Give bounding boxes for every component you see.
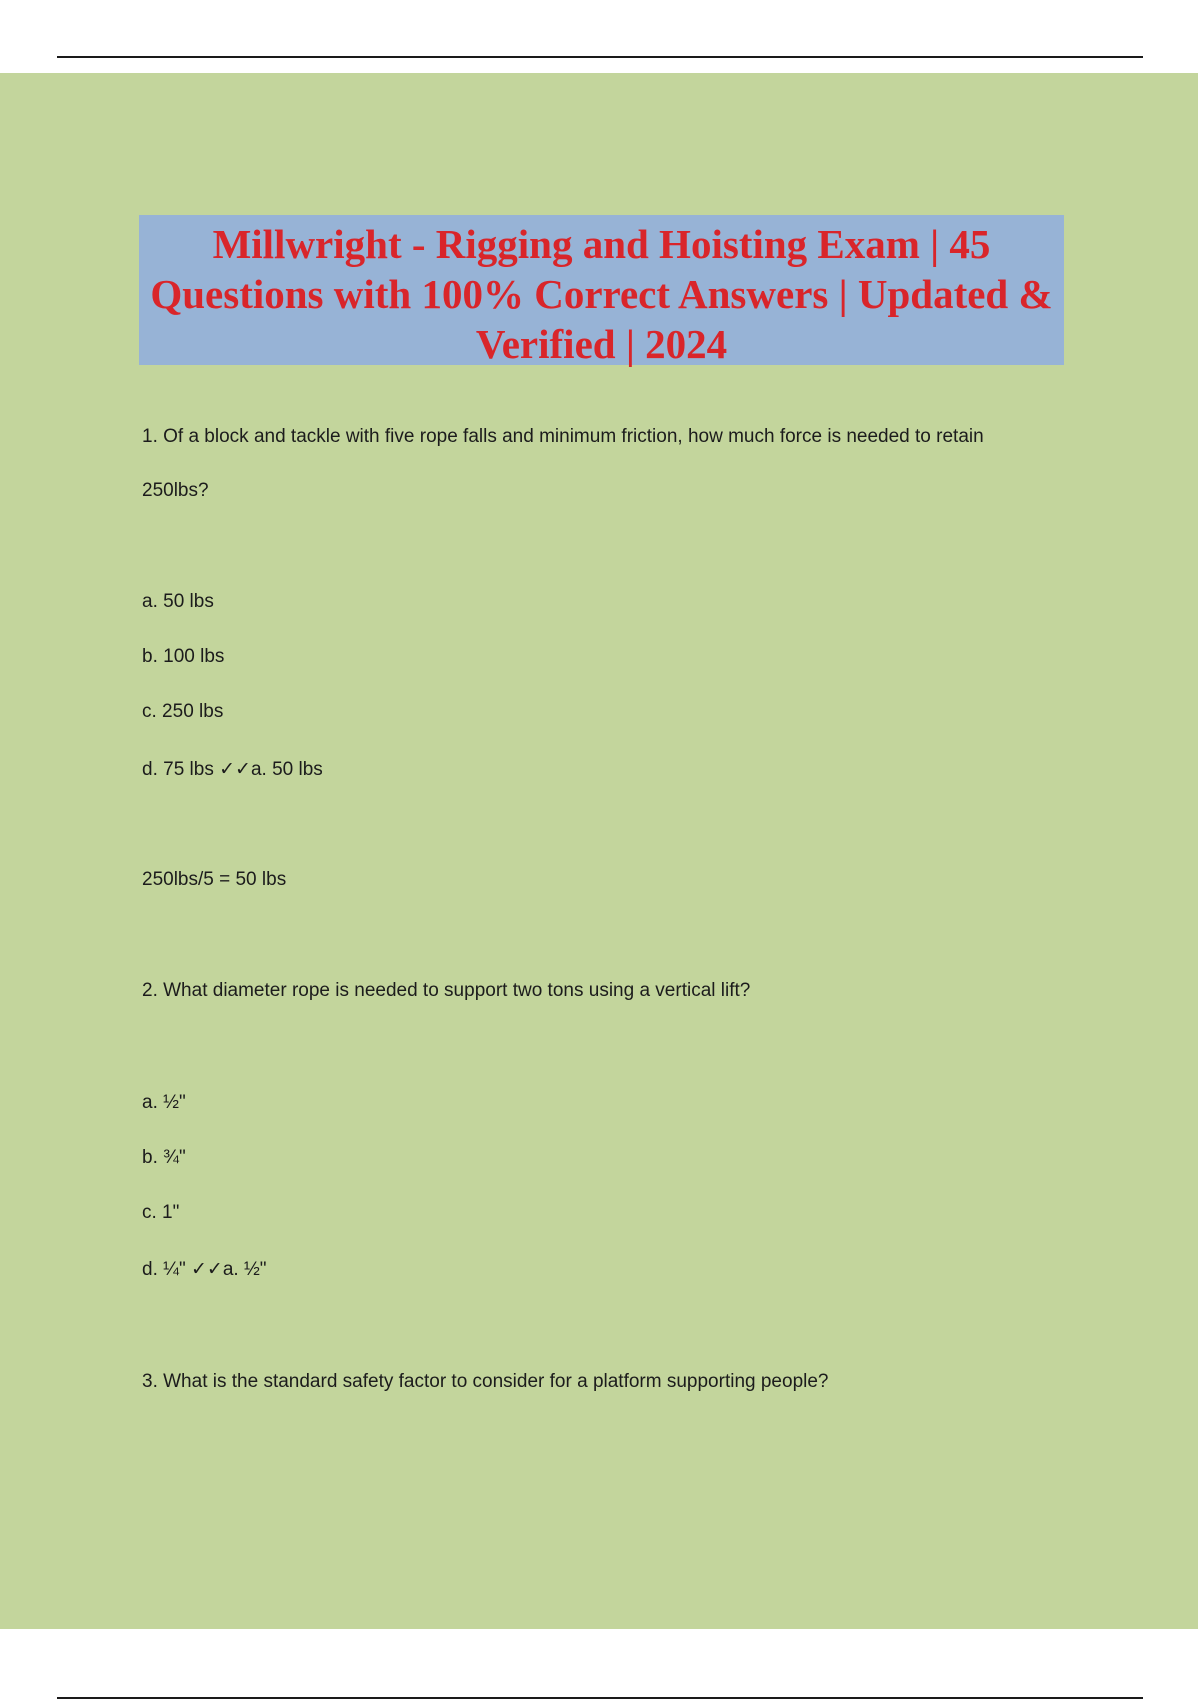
question-2-option-d-answer: d. ¼" ✓✓a. ½": [142, 1259, 267, 1280]
question-1-text-line-2: 250lbs?: [142, 480, 209, 501]
question-1-explanation: 250lbs/5 = 50 lbs: [142, 869, 287, 890]
question-1-option-d-answer: d. 75 lbs ✓✓a. 50 lbs: [142, 759, 323, 780]
top-rule: [57, 56, 1143, 58]
question-1-option-b: b. 100 lbs: [142, 646, 225, 667]
question-1-option-a: a. 50 lbs: [142, 591, 214, 612]
question-2-option-c: c. 1": [142, 1202, 180, 1223]
bottom-rule: [57, 1697, 1143, 1699]
question-1-text-line-1: 1. Of a block and tackle with five rope falls and minimum friction, how much force is needed to retain: [142, 426, 984, 447]
question-2-option-b: b. ¾": [142, 1147, 186, 1168]
title-banner: [139, 215, 1064, 365]
question-2-option-a: a. ½": [142, 1092, 186, 1113]
document-page: [0, 73, 1198, 1629]
question-3-text: 3. What is the standard safety factor to consider for a platform supporting people?: [142, 1371, 829, 1392]
question-2-text: 2. What diameter rope is needed to support two tons using a vertical lift?: [142, 980, 751, 1001]
question-1-option-c: c. 250 lbs: [142, 701, 224, 722]
document-title: Millwright - Rigging and Hoisting Exam | 45 Questions with 100% Correct Answers | Updated & Verified | 2024: [150, 221, 1053, 367]
